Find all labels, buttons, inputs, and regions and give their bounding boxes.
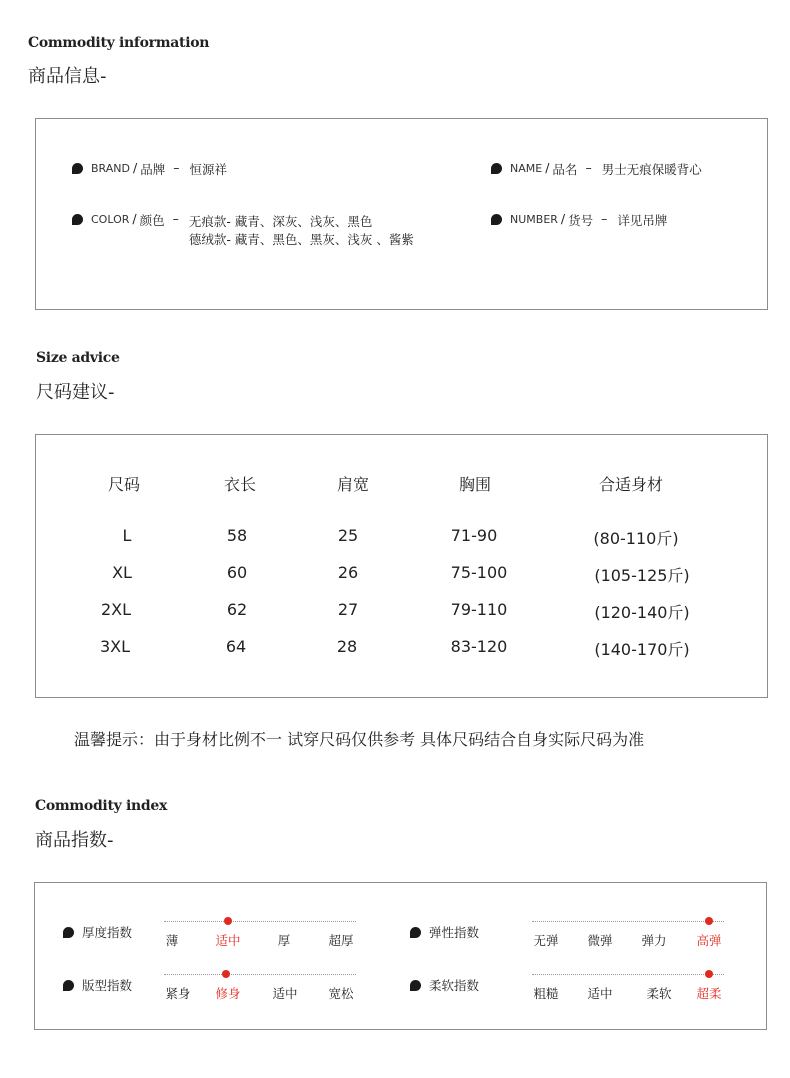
table-cell: (105-125斤) — [594, 566, 690, 585]
number-label-en: NUMBER — [510, 213, 558, 226]
table-header: 尺码 — [107, 475, 141, 494]
brand-label-en: BRAND — [91, 162, 130, 175]
scale-option: 弹力 — [641, 933, 667, 948]
leaf-bullet-icon — [410, 927, 421, 938]
scale-option-selected: 适中 — [215, 933, 241, 948]
table-cell: 75-100 — [450, 563, 508, 582]
section-title-cn: 商品信息- — [28, 66, 107, 87]
index-fit-label — [63, 976, 132, 994]
info-box — [35, 118, 768, 310]
thickness-scale — [164, 921, 356, 951]
index-thickness-label — [63, 923, 132, 941]
table-cell: 71-90 — [450, 526, 498, 545]
scale-line — [164, 921, 356, 922]
info-number — [491, 211, 667, 229]
name-label-cn: 品名 — [552, 162, 578, 177]
section-title-en: Commodity index — [35, 798, 168, 814]
scale-option: 超厚 — [328, 933, 354, 948]
index-label-text: 版型指数 — [82, 978, 133, 993]
info-color — [72, 211, 414, 251]
section-title-cn: 尺码建议- — [36, 382, 115, 403]
scale-marker-dot — [705, 917, 713, 925]
section-title-en: Commodity information — [28, 35, 210, 51]
leaf-bullet-icon — [72, 163, 83, 174]
table-cell: 27 — [337, 600, 359, 619]
dash: – — [601, 211, 608, 226]
leaf-bullet-icon — [63, 980, 74, 991]
slash: / — [132, 160, 138, 175]
softness-scale — [532, 974, 724, 1004]
scale-option: 无弹 — [533, 933, 559, 948]
leaf-bullet-icon — [491, 163, 502, 174]
scale-option: 适中 — [587, 986, 613, 1001]
scale-option: 粗糙 — [533, 986, 559, 1001]
scale-option: 宽松 — [328, 986, 354, 1001]
table-header: 衣长 — [223, 475, 257, 494]
leaf-bullet-icon — [491, 214, 502, 225]
table-cell: (120-140斤) — [594, 603, 690, 622]
table-cell: 62 — [226, 600, 248, 619]
table-cell: 83-120 — [450, 637, 508, 656]
name-label-en: NAME — [510, 162, 543, 175]
table-cell: L — [122, 526, 132, 545]
scale-line — [532, 921, 724, 922]
scale-option-selected: 修身 — [215, 986, 241, 1001]
scale-marker-dot — [222, 970, 230, 978]
scale-option: 柔软 — [646, 986, 672, 1001]
scale-option-selected: 高弹 — [696, 933, 722, 948]
table-cell: 3XL — [99, 637, 131, 656]
name-value: 男士无痕保暖背心 — [601, 162, 702, 177]
table-cell: 2XL — [100, 600, 132, 619]
color-value-line2: 德绒款- 藏青、黑色、黑灰、浅灰 、酱紫 — [188, 232, 414, 247]
scale-option-selected: 超柔 — [696, 986, 722, 1001]
dash: – — [173, 160, 180, 175]
leaf-bullet-icon — [410, 980, 421, 991]
scale-line — [164, 974, 356, 975]
scale-option: 紧身 — [165, 986, 191, 1001]
info-name — [491, 160, 702, 178]
color-value-line1: 无痕款- 藏青、深灰、浅灰、黑色 — [188, 214, 373, 229]
number-label-cn: 货号 — [568, 213, 594, 228]
index-softness-label — [410, 976, 479, 994]
scale-marker-dot — [705, 970, 713, 978]
table-header: 肩宽 — [336, 475, 370, 494]
brand-label-cn: 品牌 — [140, 162, 166, 177]
index-elasticity-label — [410, 923, 479, 941]
fit-scale — [164, 974, 356, 1004]
table-cell: 60 — [226, 563, 248, 582]
leaf-bullet-icon — [63, 927, 74, 938]
table-header: 胸围 — [458, 475, 492, 494]
color-values — [189, 211, 414, 251]
index-label-text: 弹性指数 — [429, 925, 480, 940]
table-cell: 64 — [225, 637, 247, 656]
dash: – — [585, 160, 592, 175]
slash: / — [560, 211, 566, 226]
table-cell: XL — [112, 563, 132, 582]
table-cell: (80-110斤) — [593, 529, 679, 548]
elasticity-scale — [532, 921, 724, 951]
table-cell: 26 — [337, 563, 359, 582]
section-title-en: Size advice — [36, 350, 120, 366]
slash: / — [132, 211, 137, 226]
color-label-cn: 颜色 — [139, 213, 165, 228]
size-tip: 温馨提示：由于身材比例不一 试穿尺码仅供参考 具体尺码结合自身实际尺码为准 — [74, 730, 645, 749]
table-header: 合适身材 — [598, 475, 664, 494]
section-title-cn: 商品指数- — [35, 830, 114, 851]
table-cell: (140-170斤) — [594, 640, 690, 659]
table-cell: 25 — [337, 526, 359, 545]
scale-option: 厚 — [277, 933, 291, 948]
leaf-bullet-icon — [72, 214, 83, 225]
scale-marker-dot — [224, 917, 232, 925]
table-cell: 28 — [336, 637, 358, 656]
brand-value: 恒源祥 — [189, 162, 227, 177]
size-table — [35, 434, 768, 698]
table-cell: 58 — [226, 526, 248, 545]
index-label-text: 柔软指数 — [429, 978, 480, 993]
dash: – — [172, 211, 179, 226]
scale-option: 适中 — [272, 986, 298, 1001]
scale-option: 微弹 — [587, 933, 613, 948]
index-label-text: 厚度指数 — [82, 925, 133, 940]
index-box — [34, 882, 767, 1030]
info-brand — [72, 160, 227, 178]
scale-option: 薄 — [165, 933, 179, 948]
scale-line — [532, 974, 724, 975]
number-value: 详见吊牌 — [617, 213, 668, 228]
table-cell: 79-110 — [450, 600, 508, 619]
slash: / — [545, 160, 550, 175]
color-label-en: COLOR — [91, 213, 130, 226]
